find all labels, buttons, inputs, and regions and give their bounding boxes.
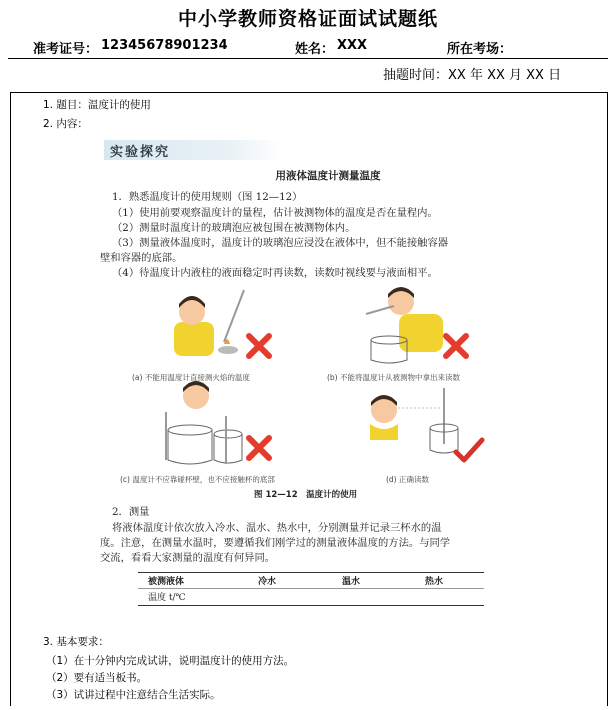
step2-text-1: 将液体温度计依次放入冷水、温水、热水中，分别测量并记录三杯水的温 <box>112 522 442 534</box>
cross-icon <box>249 336 269 356</box>
requirements-heading: 3. 基本要求： <box>43 636 109 648</box>
boy-shirt <box>174 322 214 356</box>
caption-a: (a) 不能用温度计直接测火焰的温度 <box>132 373 250 382</box>
table-bottom-rule <box>138 605 484 606</box>
exam-number: 12345678901234 <box>101 38 228 53</box>
beaker <box>214 430 242 438</box>
header-divider <box>8 58 608 59</box>
beaker <box>168 425 212 435</box>
thermometer <box>366 306 394 314</box>
requirement-2: （2）要有适当板书。 <box>46 672 148 684</box>
alcohol-lamp <box>218 346 238 354</box>
table-row-label: 温度 t/℃ <box>148 593 186 603</box>
table-top-rule <box>138 572 484 573</box>
section-ribbon <box>104 140 284 160</box>
table-header-hot: 热水 <box>425 577 444 587</box>
question-topic: 1. 题目：温度计的使用 <box>43 99 151 111</box>
illustration-b <box>366 287 466 363</box>
rule-2: （2）测量时温度计的玻璃泡应被包围在被测物体内。 <box>112 222 356 234</box>
draw-time: 抽题时间：XX 年 XX 月 XX 日 <box>383 68 562 83</box>
illustration-a <box>174 290 269 356</box>
table-mid-rule <box>138 588 484 589</box>
check-icon <box>456 440 482 460</box>
figure-caption: 图 12—12 温度计的使用 <box>254 490 358 500</box>
rule-1: （1）使用前要观察温度计的量程，估计被测物体的温度是否在量程内。 <box>112 207 438 219</box>
table-header-liquid: 被测液体 <box>148 577 185 587</box>
name-value: XXX <box>337 38 368 53</box>
table-header-warm: 温水 <box>342 577 361 587</box>
name-label: 姓名： <box>295 42 335 57</box>
requirement-1: （1）在十分钟内完成试讲，说明温度计的使用方法。 <box>46 655 295 667</box>
boy-shirt <box>370 424 398 440</box>
exam-number-label: 准考证号： <box>33 42 99 57</box>
step2-text-2: 度。注意，在测量水温时，要遵循我们刚学过的测量液体温度的方法。与同学 <box>100 537 451 549</box>
table-header-cold: 冷水 <box>258 577 277 587</box>
boy-shirt <box>399 314 443 352</box>
venue-label: 所在考场： <box>447 42 513 57</box>
caption-d: (d) 正确读数 <box>386 475 429 484</box>
illustration-c <box>166 381 269 464</box>
section-tag: 实验探究 <box>110 145 171 160</box>
step2-text-3: 交流，看看大家测量的温度有何异同。 <box>100 552 276 564</box>
thermometer <box>224 290 244 342</box>
step1-heading: 1．熟悉温度计的使用规则（图 12—12） <box>112 191 303 203</box>
question-content-label: 2. 内容： <box>43 118 88 130</box>
requirement-3: （3）试讲过程中注意结合生活实际。 <box>46 689 221 701</box>
rule-3: （3）测量液体温度时，温度计的玻璃泡应浸没在液体中，但不能接触容器 <box>112 237 449 249</box>
paper-title: 中小学教师资格证面试试题纸 <box>177 8 438 30</box>
caption-c: (c) 温度计不应靠碰杯壁，也不应接触杯的底部 <box>120 475 275 484</box>
illustration-d <box>370 388 482 460</box>
step2-heading: 2．测量 <box>112 506 150 518</box>
experiment-title: 用液体温度计测量温度 <box>275 170 381 182</box>
rule-3-continued: 壁和容器的底部。 <box>100 252 183 264</box>
rule-4: （4）待温度计内液柱的液面稳定时再读数，读数时视线要与液面相平。 <box>112 267 438 279</box>
cross-icon <box>446 336 466 356</box>
cross-icon <box>249 438 269 458</box>
caption-b: (b) 不能将温度计从被测物中拿出来读数 <box>327 373 460 382</box>
